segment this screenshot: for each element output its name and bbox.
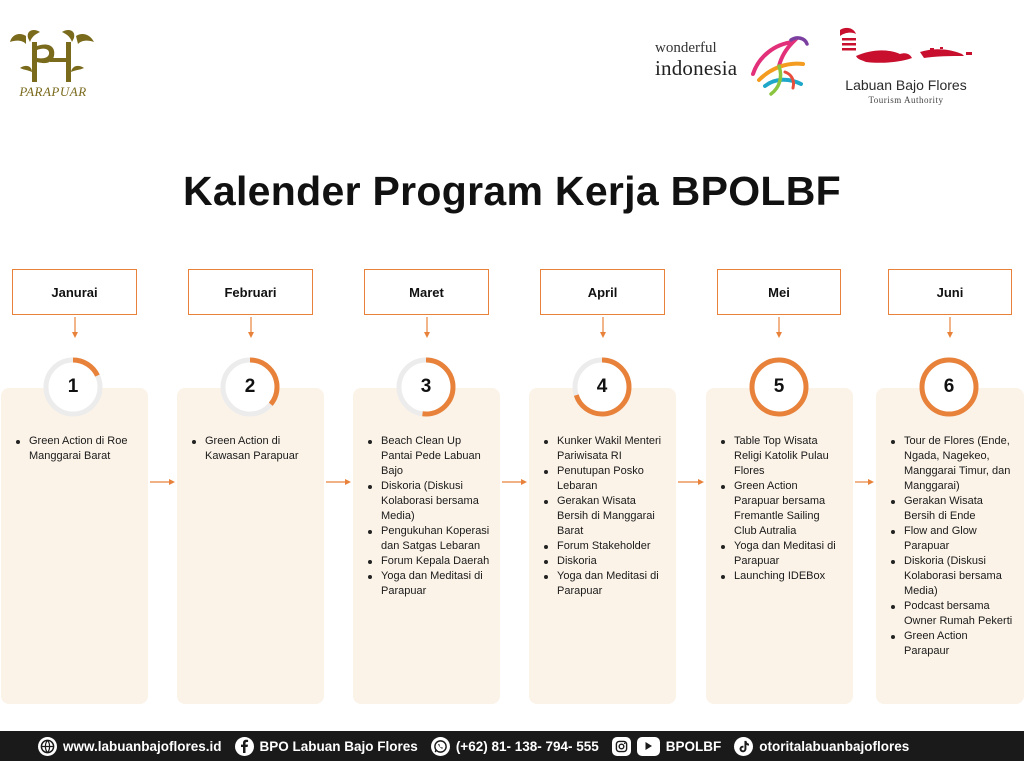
down-arrow-icon <box>71 317 79 339</box>
program-item: Kunker Wakil Menteri Pariwisata RI <box>543 434 666 464</box>
program-item: Gerakan Wisata Bersih di Manggarai Barat <box>543 494 666 539</box>
program-card <box>177 388 324 704</box>
youtube-icon <box>637 737 660 756</box>
down-arrow-icon <box>946 317 954 339</box>
right-arrow-icon <box>326 478 351 486</box>
month-box: April <box>540 269 665 315</box>
instagram-icon <box>612 737 631 756</box>
program-card <box>1 388 148 704</box>
program-item: Beach Clean Up Pantai Pede Labuan Bajo <box>367 434 490 479</box>
program-item: Table Top Wisata Religi Katolik Pulau Flores <box>720 434 843 479</box>
right-arrow-icon <box>855 478 874 486</box>
garuda-bird-icon <box>745 34 811 98</box>
program-list <box>543 434 666 599</box>
step-circle <box>918 356 980 418</box>
step-circle <box>219 356 281 418</box>
program-item: Green Action di Kawasan Parapuar <box>191 434 314 464</box>
program-item: Pengukuhan Koperasi dan Satgas Lebaran <box>367 524 490 554</box>
right-arrow-icon <box>150 478 175 486</box>
month-box: Janurai <box>12 269 137 315</box>
step-circle <box>395 356 457 418</box>
step-number: 1 <box>67 376 79 397</box>
month-box: Maret <box>364 269 489 315</box>
whatsapp-icon <box>431 737 450 756</box>
tiktok-text: otoritalabuanbajoflores <box>759 738 910 754</box>
tiktok-contact[interactable] <box>734 737 909 756</box>
phone-text: (+62) 81- 138- 794- 555 <box>455 738 599 754</box>
flores-island-icon <box>836 26 976 74</box>
step-number: 3 <box>420 376 432 397</box>
right-arrow-icon <box>502 478 527 486</box>
down-arrow-icon <box>247 317 255 339</box>
program-item: Green Action di Roe Manggarai Barat <box>15 434 138 464</box>
program-item: Podcast bersama Owner Rumah Pekerti <box>890 599 1014 629</box>
parapuar-logo-text: PARAPUAR <box>19 84 87 99</box>
right-arrow-icon <box>678 478 704 486</box>
instagram-youtube-text: BPOLBF <box>665 738 722 754</box>
instagram-youtube-contact[interactable] <box>612 737 722 756</box>
month-box: Februari <box>188 269 313 315</box>
indonesia-text: indonesia <box>655 56 738 80</box>
parapuar-logo <box>6 28 98 103</box>
page-title: Kalender Program Kerja BPOLBF <box>182 168 842 214</box>
program-list <box>720 434 843 584</box>
program-item: Green Action Parapaur <box>890 629 1014 659</box>
program-item: Diskoria <box>543 554 666 569</box>
parapuar-emblem-icon <box>6 28 98 86</box>
month-box: Mei <box>717 269 841 315</box>
website-text: www.labuanbajoflores.id <box>63 738 222 754</box>
program-card <box>706 388 853 704</box>
step-circle <box>571 356 633 418</box>
program-card <box>876 388 1024 704</box>
tiktok-icon <box>734 737 753 756</box>
month-box: Juni <box>888 269 1012 315</box>
lbf-subtitle: Tourism Authority <box>868 95 944 105</box>
facebook-text: BPO Labuan Bajo Flores <box>259 738 418 754</box>
step-number: 2 <box>244 376 256 397</box>
step-circle <box>748 356 810 418</box>
wonderful-indonesia-logo <box>655 34 815 98</box>
down-arrow-icon <box>775 317 783 339</box>
program-list <box>191 434 314 464</box>
program-item: Yoga dan Meditasi di Parapuar <box>367 569 490 599</box>
program-card <box>353 388 500 704</box>
program-list <box>367 434 490 599</box>
down-arrow-icon <box>599 317 607 339</box>
labuan-bajo-flores-logo <box>836 26 976 106</box>
program-item: Launching IDEBox <box>720 569 843 584</box>
program-item: Penutupan Posko Lebaran <box>543 464 666 494</box>
step-number: 5 <box>773 376 785 397</box>
facebook-icon <box>235 737 254 756</box>
program-item: Green Action Parapuar bersama Fremantle Sailing Club Autralia <box>720 479 843 539</box>
step-number: 6 <box>943 376 955 397</box>
program-item: Flow and Glow Parapuar <box>890 524 1014 554</box>
program-item: Yoga dan Meditasi di Parapuar <box>720 539 843 569</box>
program-list <box>890 434 1014 659</box>
program-item: Tour de Flores (Ende, Ngada, Nagekeo, Manggarai Timur, dan Manggarai) <box>890 434 1014 494</box>
whatsapp-contact[interactable] <box>431 737 599 756</box>
wonderful-text: wonderful <box>655 40 717 56</box>
program-item: Yoga dan Meditasi di Parapuar <box>543 569 666 599</box>
step-circle <box>42 356 104 418</box>
contact-footer <box>0 731 1024 761</box>
step-number: 4 <box>596 376 608 397</box>
program-item: Gerakan Wisata Bersih di Ende <box>890 494 1014 524</box>
program-item: Diskoria (Diskusi Kolaborasi bersama Media) <box>890 554 1014 599</box>
program-item: Forum Kepala Daerah <box>367 554 490 569</box>
globe-icon <box>38 737 57 756</box>
program-card <box>529 388 676 704</box>
facebook-contact[interactable] <box>235 737 418 756</box>
lbf-title: Labuan Bajo Flores <box>845 77 967 93</box>
down-arrow-icon <box>423 317 431 339</box>
website-contact[interactable] <box>38 737 222 756</box>
program-item: Diskoria (Diskusi Kolaborasi bersama Media) <box>367 479 490 524</box>
program-list <box>15 434 138 464</box>
program-item: Forum Stakeholder <box>543 539 666 554</box>
